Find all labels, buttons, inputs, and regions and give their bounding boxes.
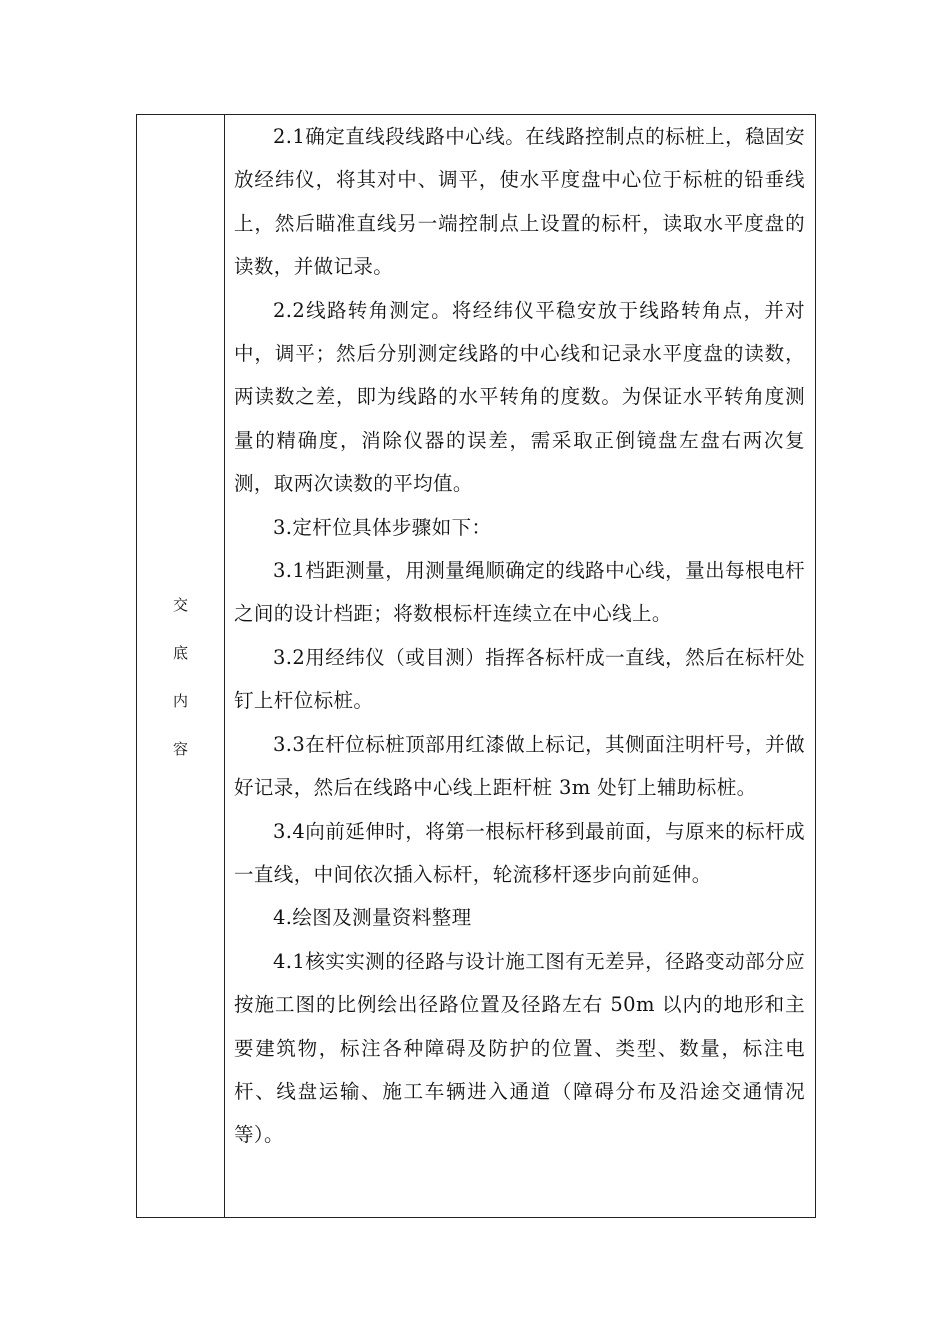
label-char-3: 内 bbox=[172, 692, 188, 710]
content-cell bbox=[225, 115, 815, 1217]
paragraph-2-2: 2.2线路转角测定。将经纬仪平稳安放于线路转角点，并对中，调平；然后分别测定线路的中心线和记录水平度盘的读数，两读数之差，即为线路的水平转角的度数。为保证水平转角度测量的精确度，消除仪器的误差，需采取正倒镜盘左盘右两次复测，取两次读数的平均值。 bbox=[234, 298, 805, 496]
label-cell bbox=[137, 115, 225, 1217]
paragraph-3-1: 3.1档距测量，用测量绳顺确定的线路中心线，量出每根电杆之间的设计档距；将数根标杆连续立在中心线上。 bbox=[234, 559, 805, 626]
paragraph-4: 4.绘图及测量资料整理 bbox=[273, 906, 472, 930]
paragraph-3-4: 3.4向前延伸时，将第一根标杆移到最前面，与原来的标杆成一直线，中间依次插入标杆，轮流移杆逐步向前延伸。 bbox=[234, 819, 805, 886]
paragraph-3: 3.定杆位具体步骤如下： bbox=[273, 515, 492, 539]
paragraph-4-1: 4.1核实实测的径路与设计施工图有无差异，径路变动部分应按施工图的比例绘出径路位置及径路左右 50m 以内的地形和主要建筑物，标注各种障碍及防护的位置、类型、数量，标注电杆、线盘运输、施工车辆进入通道（障碍分布及沿途交通情况等）。 bbox=[234, 949, 805, 1147]
label-char-2: 底 bbox=[172, 644, 188, 662]
label-char-1: 交 bbox=[172, 596, 188, 614]
label-char-4: 容 bbox=[172, 740, 188, 758]
paragraph-2-1: 2.1确定直线段线路中心线。在线路控制点的标桩上，稳固安放经纬仪，将其对中、调平，使水平度盘中心位于标桩的铅垂线上，然后瞄准直线另一端控制点上设置的标杆，读取水平度盘的读数，并做记录。 bbox=[234, 125, 805, 279]
paragraph-3-2: 3.2用经纬仪（或目测）指挥各标杆成一直线，然后在标杆处钉上杆位标桩。 bbox=[234, 645, 805, 713]
disclosure-table bbox=[136, 114, 816, 1218]
paragraph-3-3: 3.3在杆位标桩顶部用红漆做上标记，其侧面注明杆号，并做好记录，然后在线路中心线上距杆桩 3m 处钉上辅助标桩。 bbox=[234, 732, 805, 800]
